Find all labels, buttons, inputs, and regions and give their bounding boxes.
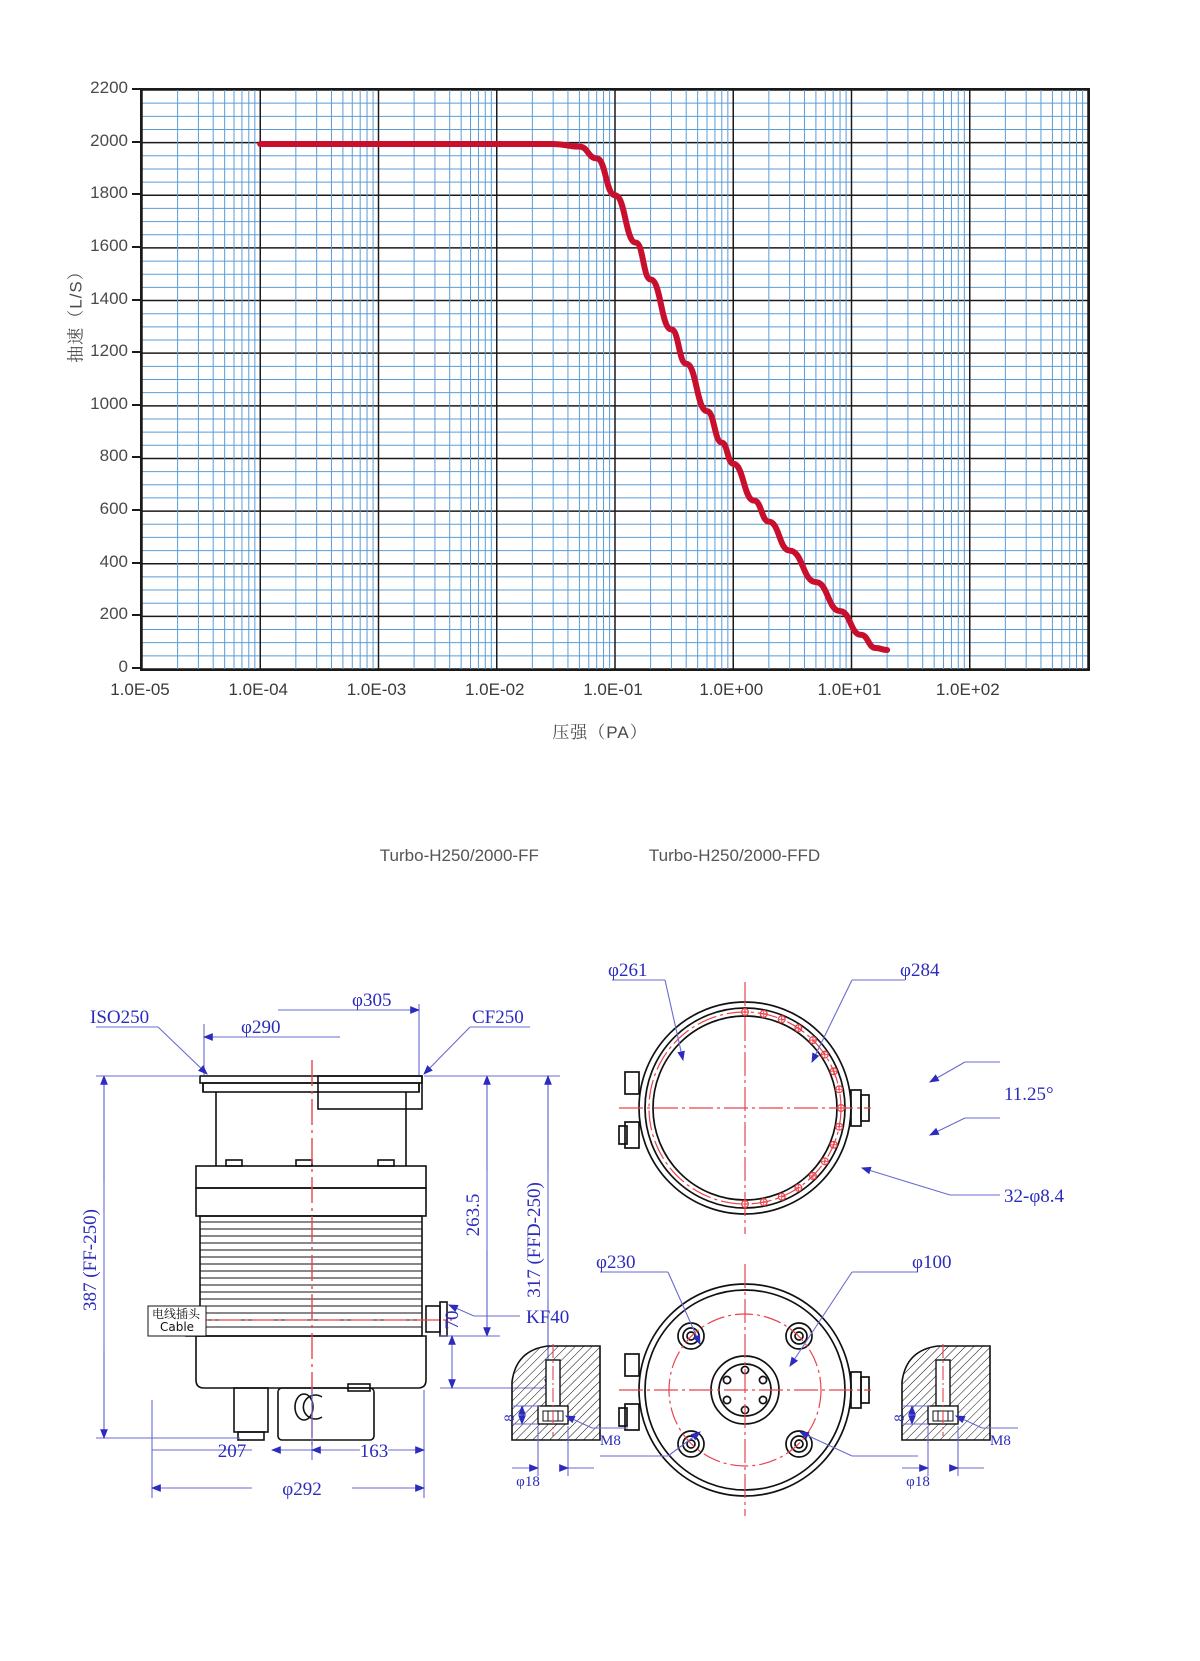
label-iso250: ISO250	[90, 1007, 150, 1028]
label-32-holes: 32-φ8.4	[1004, 1186, 1065, 1207]
y-tick-mark	[132, 614, 140, 616]
label-dia-305: φ305	[352, 990, 392, 1011]
label-dia-290: φ290	[241, 1017, 281, 1038]
label-dim-70: 70	[442, 1310, 463, 1330]
y-tick-label: 1600	[90, 235, 128, 255]
y-tick-label: 1800	[90, 183, 128, 203]
y-tick-label: 1400	[90, 288, 128, 308]
x-tick-label: 1.0E+02	[935, 680, 1000, 699]
dimensional-drawing	[0, 920, 1200, 1661]
label-height-263: 263.5	[463, 1193, 484, 1237]
x-tick-label: 1.0E+00	[699, 680, 764, 699]
x-tick-label: 1.0E+01	[817, 680, 882, 699]
label-dia-100: φ100	[912, 1252, 952, 1273]
y-tick-mark	[132, 456, 140, 458]
label-angle-1125: 11.25°	[1004, 1084, 1054, 1105]
label-detail-right-thread: M8	[990, 1433, 1011, 1449]
y-tick-mark	[132, 562, 140, 564]
cable-callout	[148, 1306, 206, 1336]
y-tick-mark	[132, 299, 140, 301]
y-tick-label: 800	[99, 446, 128, 466]
x-tick-label: 1.0E-02	[464, 680, 525, 699]
y-tick-mark	[132, 88, 140, 90]
x-tick-label: 1.0E-05	[110, 680, 170, 699]
label-detail-right-bore: φ18	[906, 1474, 930, 1490]
y-tick-label: 600	[99, 499, 128, 519]
label-dim-163: 163	[359, 1441, 389, 1462]
y-tick-label: 1000	[90, 393, 128, 413]
y-tick-label: 200	[99, 604, 128, 624]
chart-x-axis-label: 压强（PA）	[552, 723, 648, 742]
y-tick-label: 2000	[90, 130, 128, 150]
label-height-317: 317 (FFD-250)	[524, 1182, 545, 1298]
label-detail-left-depth: 8	[502, 1414, 518, 1422]
chart-curve-layer	[142, 90, 1088, 669]
front-view-geometry	[186, 1076, 447, 1440]
model-legend-row	[0, 846, 1200, 866]
model-label-ff: Turbo-H250/2000-FF	[379, 846, 539, 865]
label-cf250: CF250	[472, 1007, 524, 1028]
y-tick-mark	[132, 509, 140, 511]
y-tick-mark	[132, 404, 140, 406]
label-dia-261: φ261	[608, 960, 648, 981]
y-tick-mark	[132, 351, 140, 353]
cable-label-en: Cable	[160, 1320, 195, 1334]
chart-plot-area	[140, 88, 1090, 671]
label-detail-left-bore: φ18	[516, 1474, 540, 1490]
y-tick-label: 400	[99, 551, 128, 571]
model-label-ffd: Turbo-H250/2000-FFD	[648, 846, 821, 865]
y-tick-mark	[132, 667, 140, 669]
label-detail-right-depth: 8	[892, 1414, 908, 1422]
y-tick-label: 0	[118, 657, 128, 676]
y-tick-mark	[132, 193, 140, 195]
speed-curve-path	[260, 144, 887, 650]
label-height-387: 387 (FF-250)	[80, 1209, 101, 1311]
label-dia-284: φ284	[900, 960, 940, 981]
y-tick-label: 2200	[90, 78, 128, 97]
y-tick-label: 1200	[90, 341, 128, 361]
x-tick-label: 1.0E-01	[583, 680, 643, 699]
chart-y-axis-label: 抽速（L/S）	[66, 262, 86, 363]
cable-label-cn: 电线插头	[152, 1307, 201, 1321]
front-view-dimensions	[96, 1004, 560, 1498]
top-view-bolt-holes	[742, 1009, 845, 1208]
y-tick-mark	[132, 141, 140, 143]
x-tick-label: 1.0E-04	[228, 680, 289, 699]
label-dia-292: φ292	[282, 1479, 322, 1500]
x-tick-label: 1.0E-03	[346, 680, 407, 699]
label-detail-left-thread: M8	[600, 1433, 621, 1449]
label-dim-207: 207	[217, 1441, 247, 1462]
label-kf40: KF40	[526, 1307, 570, 1328]
label-dia-230: φ230	[596, 1252, 636, 1273]
y-tick-mark	[132, 246, 140, 248]
